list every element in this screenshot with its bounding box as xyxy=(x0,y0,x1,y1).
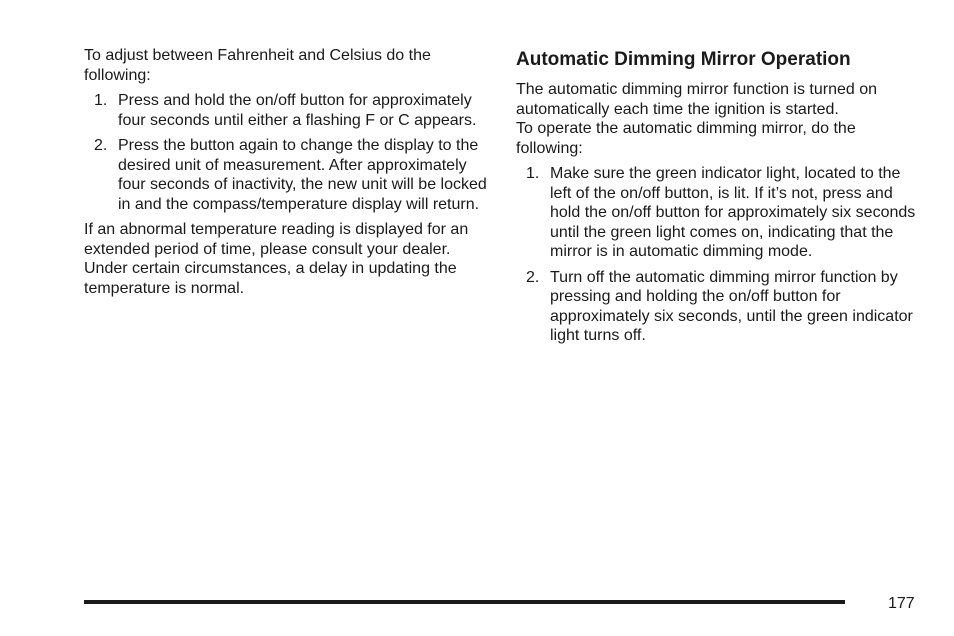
left-column xyxy=(84,46,494,304)
list-item xyxy=(84,136,494,214)
right-column xyxy=(516,46,926,352)
footer-rule xyxy=(84,600,845,604)
dimming-mirror-instructions-intro: To operate the automatic dimming mirror, do the following: xyxy=(516,120,856,157)
abnormal-temperature-note: If an abnormal temperature reading is displayed for an extended period of time, please consult your dealer. Under certain circumstances, a delay in updating the temperature is normal. xyxy=(84,221,469,297)
list-item xyxy=(516,268,926,346)
step-number: 1. xyxy=(94,92,108,109)
step-text: Press the button again to change the display to the desired unit of measurement. After approximately four seconds of inactivity, the new unit will be locked in and the compass/temperature display will return. xyxy=(118,137,487,213)
step-number: 1. xyxy=(526,165,540,182)
step-text: Make sure the green indicator light, located to the left of the on/off button, is lit. If it’s not, press and hold the on/off button for approximately six seconds until the green light comes on, indicating that the mirror is in automatic dimming mode. xyxy=(550,165,916,260)
step-text: Press and hold the on/off button for approximately four seconds until either a flashing F or C appears. xyxy=(118,92,477,129)
step-text: Turn off the automatic dimming mirror function by pressing and holding the on/off button for approximately six seconds, until the green indicator light turns off. xyxy=(550,268,913,344)
list-item xyxy=(84,91,494,130)
dimming-mirror-steps xyxy=(516,164,926,346)
fahrenheit-celsius-steps xyxy=(84,91,494,214)
dimming-mirror-description: The automatic dimming mirror function is turned on automatically each time the ignition is started. xyxy=(516,81,878,118)
fahrenheit-celsius-intro: To adjust between Fahrenheit and Celsius do the following: xyxy=(84,47,431,84)
section-heading: Automatic Dimming Mirror Operation xyxy=(516,49,851,70)
step-number: 2. xyxy=(526,268,540,286)
list-item xyxy=(516,164,926,262)
page-number: 177 xyxy=(888,595,915,612)
step-number: 2. xyxy=(94,137,108,154)
